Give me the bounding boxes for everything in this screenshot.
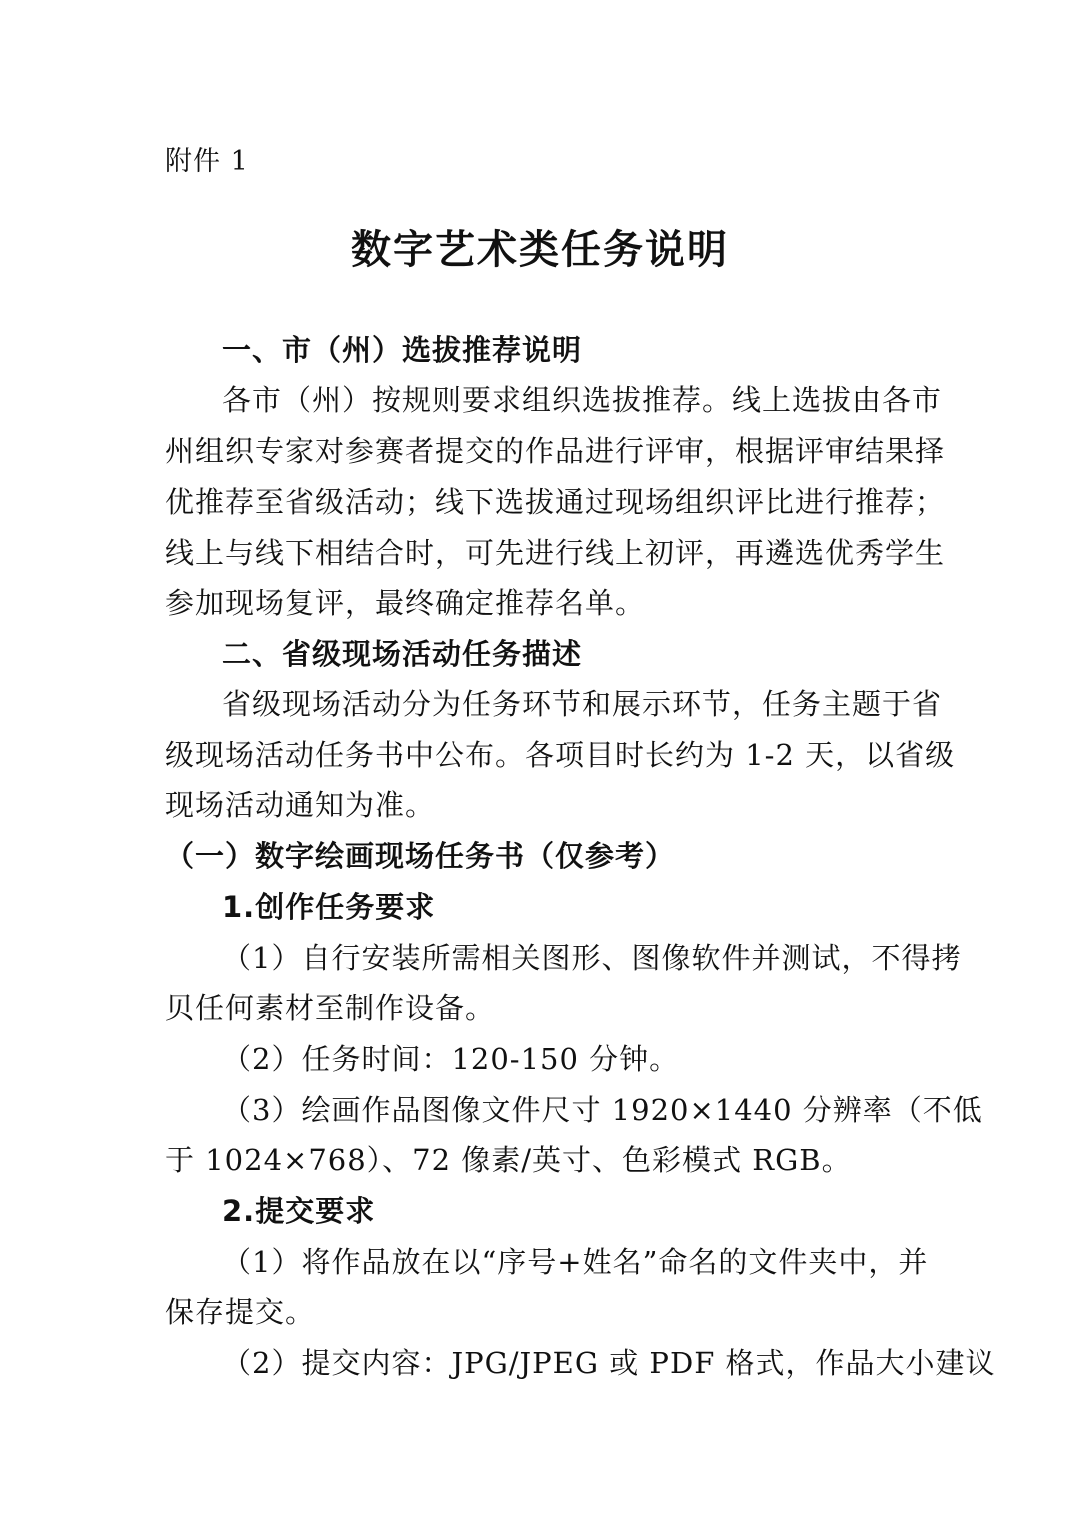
- section1-heading: 一、市（州）选拔推荐说明: [222, 333, 583, 367]
- section1-line-5: 参加现场复评，最终确定推荐名单。: [165, 586, 646, 620]
- section1-line-2: 州组织专家对参赛者提交的作品进行评审，根据评审结果择: [165, 434, 946, 468]
- subsection1-heading: （一）数字绘画现场任务书（仅参考）: [165, 839, 676, 873]
- item2-p1-line-2: 保存提交。: [165, 1295, 316, 1329]
- item1-p1-line-1: （1）自行安装所需相关图形、图像软件并测试，不得拷: [222, 941, 962, 975]
- section2-heading: 二、省级现场活动任务描述: [222, 637, 583, 671]
- item1-p1-line-2: 贝任何素材至制作设备。: [165, 991, 496, 1025]
- item2-p1-line-1: （1）将作品放在以“序号+姓名”命名的文件夹中，并: [222, 1245, 929, 1279]
- section1-line-3: 优推荐至省级活动；线下选拔通过现场组织评比进行推荐；: [165, 485, 946, 519]
- item1-p2: （2）任务时间：120-150 分钟。: [222, 1042, 680, 1076]
- section2-line-1: 省级现场活动分为任务环节和展示环节，任务主题于省: [222, 687, 943, 721]
- section2-line-3: 现场活动通知为准。: [165, 788, 436, 822]
- item1-p3-line-2: 于 1024×768）、72 像素/英寸、色彩模式 RGB。: [165, 1143, 852, 1177]
- section2-line-2: 级现场活动任务书中公布。各项目时长约为 1-2 天，以省级: [165, 738, 956, 772]
- item1-heading: 1.创作任务要求: [222, 890, 436, 924]
- section1-line-4: 线上与线下相结合时，可先进行线上初评，再遴选优秀学生: [165, 536, 946, 570]
- attachment-label: 附件 1: [165, 146, 249, 177]
- section1-line-1: 各市（州）按规则要求组织选拔推荐。线上选拔由各市: [222, 383, 943, 417]
- item1-p3-line-1: （3）绘画作品图像文件尺寸 1920×1440 分辨率（不低: [222, 1093, 983, 1127]
- item2-heading: 2.提交要求: [222, 1194, 376, 1228]
- item2-p2: （2）提交内容：JPG/JPEG 或 PDF 格式，作品大小建议: [222, 1346, 996, 1380]
- page-title: 数字艺术类任务说明: [351, 227, 729, 273]
